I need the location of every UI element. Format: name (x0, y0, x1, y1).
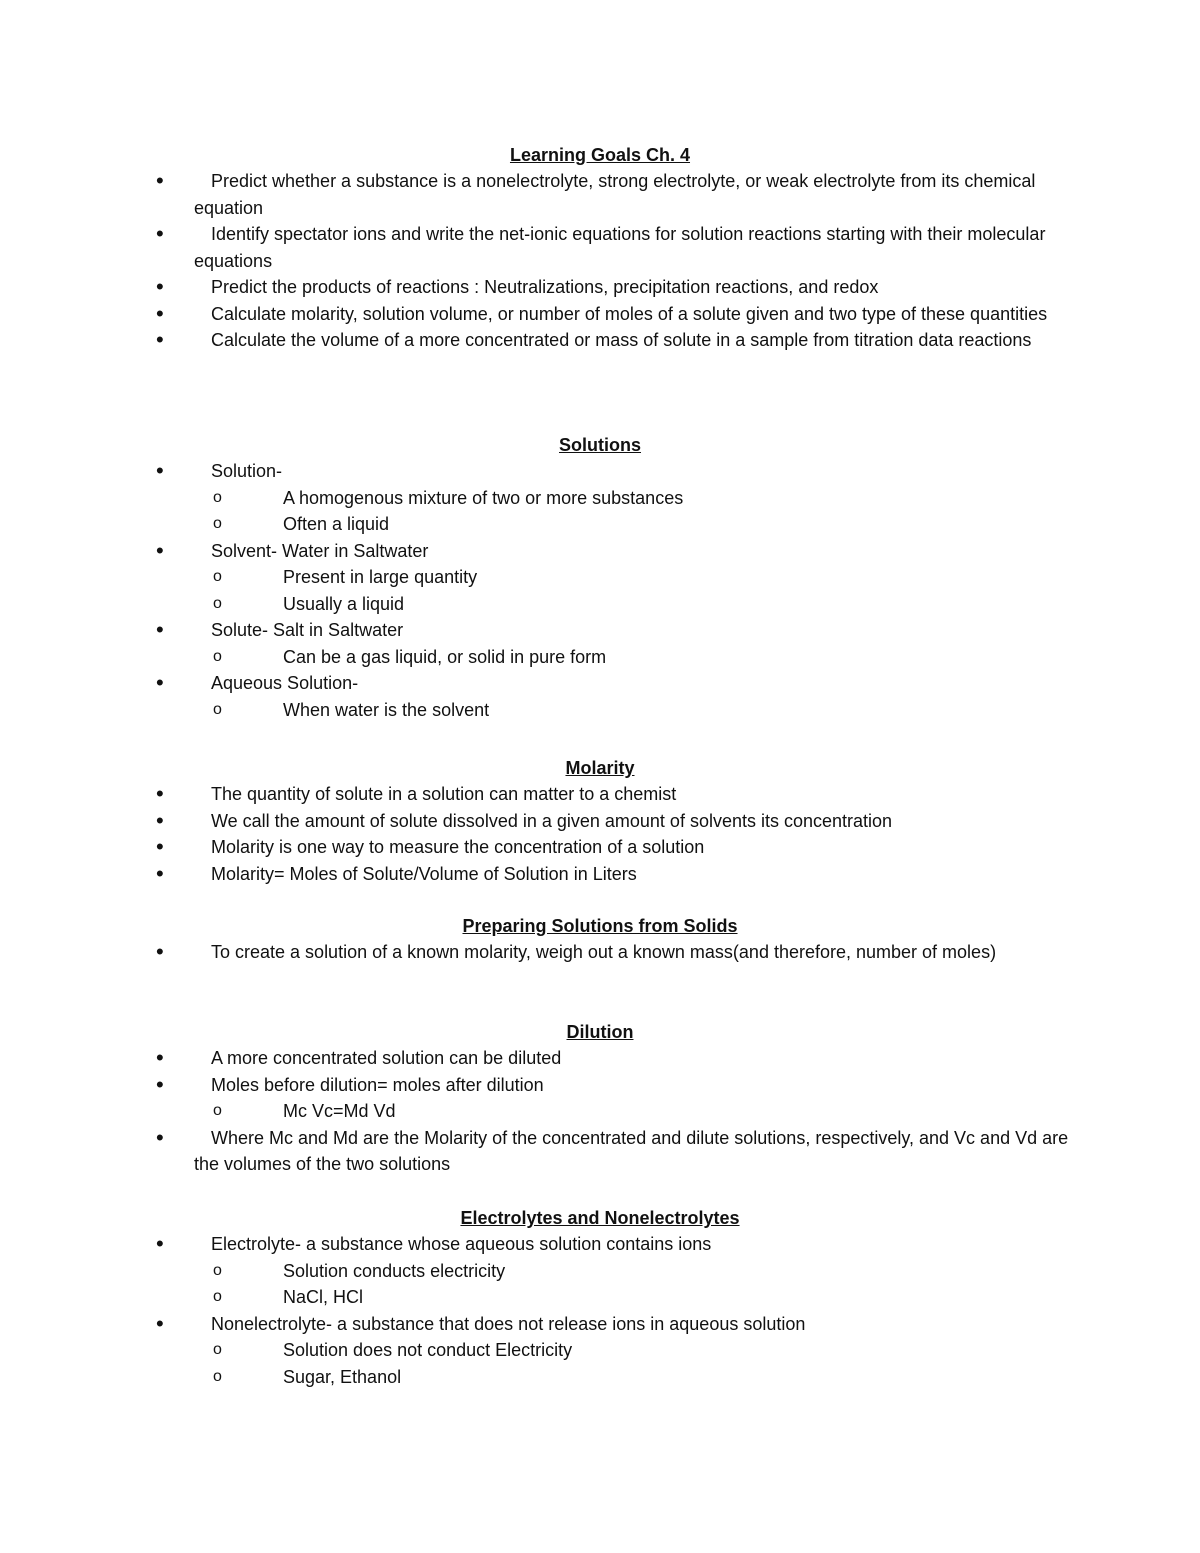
bullet-list (0, 458, 1200, 723)
section-preparing-solutions (0, 913, 1200, 966)
list-item: • Calculate molarity, solution volume, or number of moles of a solute given and two type of these quantities (0, 301, 1074, 328)
section-solutions (0, 432, 1200, 723)
list-item: • We call the amount of solute dissolved in a given amount of solvents its concentration (0, 808, 1074, 835)
list-item: • Calculate the volume of a more concentrated or mass of solute in a sample from titration data reactions (0, 327, 1074, 354)
list-item: • Predict the products of reactions : Neutralizations, precipitation reactions, and redox (0, 274, 1074, 301)
sub-list-item: o A homogenous mixture of two or more substances (0, 485, 1083, 512)
list-item: • Nonelectrolyte- a substance that does not release ions in aqueous solution (0, 1311, 1074, 1338)
bullet-list (0, 1231, 1200, 1390)
bullet-list (0, 1045, 1200, 1178)
sub-list-item: o When water is the solvent (0, 697, 1083, 724)
list-item: • Electrolyte- a substance whose aqueous solution contains ions (0, 1231, 1074, 1258)
list-item: • Predict whether a substance is a nonelectrolyte, strong electrolyte, or weak electrolyte from its chemical equation (0, 168, 1074, 221)
list-item: • Solution- (0, 458, 1074, 485)
list-item: • Solvent- Water in Saltwater (0, 538, 1074, 565)
list-item: • Where Mc and Md are the Molarity of the concentrated and dilute solutions, respectively, and Vc and Vd are the volumes of the two solutions (0, 1125, 1074, 1178)
sub-list-item: o Solution does not conduct Electricity (0, 1337, 1083, 1364)
section-heading: Dilution (566, 1022, 634, 1042)
list-item: • Moles before dilution= moles after dilution (0, 1072, 1074, 1099)
sub-list-item: o NaCl, HCl (0, 1284, 1083, 1311)
list-item: • Identify spectator ions and write the net-ionic equations for solution reactions starting with their molecular equations (0, 221, 1074, 274)
sub-list-item: o Solution conducts electricity (0, 1258, 1083, 1285)
bullet-list (0, 939, 1200, 966)
sub-list-item: o Sugar, Ethanol (0, 1364, 1083, 1391)
section-heading: Learning Goals Ch. 4 (509, 145, 691, 165)
section-heading: Electrolytes and Nonelectrolytes (460, 1208, 740, 1228)
list-item: • The quantity of solute in a solution can matter to a chemist (0, 781, 1074, 808)
section-dilution (0, 1019, 1200, 1178)
sub-list-item: o Can be a gas liquid, or solid in pure form (0, 644, 1083, 671)
sub-list-item: o Mc Vc=Md Vd (0, 1098, 1083, 1125)
list-item: • Molarity= Moles of Solute/Volume of Solution in Liters (0, 861, 1074, 888)
section-heading: Molarity (565, 758, 635, 778)
section-molarity (0, 755, 1200, 887)
section-heading: Solutions (559, 435, 641, 455)
bullet-list (0, 781, 1200, 887)
list-item: • Molarity is one way to measure the concentration of a solution (0, 834, 1074, 861)
section-electrolytes (0, 1205, 1200, 1390)
list-item: • Solute- Salt in Saltwater (0, 617, 1074, 644)
list-item: • A more concentrated solution can be diluted (0, 1045, 1074, 1072)
sub-list-item: o Usually a liquid (0, 591, 1083, 618)
section-learning-goals (0, 142, 1200, 354)
list-item: • Aqueous Solution- (0, 670, 1074, 697)
section-heading: Preparing Solutions from Solids (462, 916, 738, 936)
sub-list-item: o Often a liquid (0, 511, 1083, 538)
sub-list-item: o Present in large quantity (0, 564, 1083, 591)
list-item: • To create a solution of a known molarity, weigh out a known mass(and therefore, number of moles) (0, 939, 1074, 966)
bullet-list (0, 168, 1200, 354)
